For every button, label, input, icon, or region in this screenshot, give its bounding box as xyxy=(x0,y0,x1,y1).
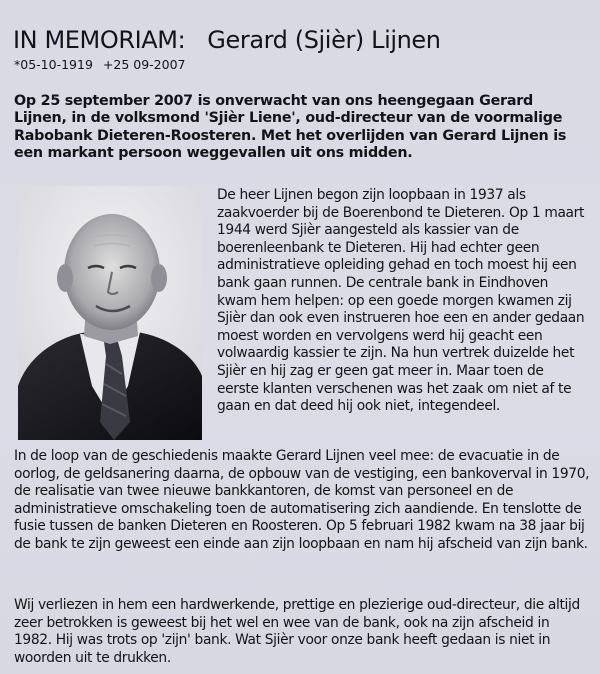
paragraph-text: In de loop van de geschiedenis maakte Gerard Lijnen veel mee: de evacuatie in de oorlog, de geldsanering daarna, de opbouw van de vestiging, een bankoverval in 1970, de realisatie van twee nieuwe bankkantoren, de komst van personeel en de administratieve omschakeling toen de automatisering zich aandiende. En tenslotte de fusie tussen de banken Dieteren en Roosteren. Op 5 februari 1982 kwam na 38 jaar bij de bank te zijn geweest een einde aan zijn loopbaan en nam hij afscheid van zijn bank. xyxy=(14,448,590,552)
paragraph-text: De heer Lijnen begon zijn loopbaan in 1937 als zaakvoerder bij de Boerenbond te Dieteren. Op 1 maart 1944 werd Sjièr aangesteld als kassier van de boerenleenbank te Dieteren. Hij had echter geen administratieve opleiding gehad en toch moest hij een bank gaan runnen. De centrale bank in Eindhoven kwam hem helpen: op een goede morgen kwamen zij Sjièr dan ook even instrueren hoe een en ander gedaan moest worden en vervolgens werd hij geacht een volwaardig kassier te zijn. Na hun vertrek duizelde het Sjièr en hij zag er geen gat meer in. Maar toen de eerste klanten verschenen was het zaak om niet af te gaan en dat deed hij ook niet, integendeel. xyxy=(217,187,585,415)
intro-text: Op 25 september 2007 is onverwacht van ons heengegaan Gerard Lijnen, in de volksmond 'Sjièr Liene', oud-directeur van de voormalige Rabobank Dieteren-Roosteren. Met het overlijden van Gerard Lijnen is een markant persoon weggevallen uit ons midden. xyxy=(14,93,567,162)
paragraph-tribute xyxy=(14,597,590,667)
death-date: +25 09-2007 xyxy=(102,57,186,72)
life-dates xyxy=(14,57,186,72)
portrait-photo xyxy=(18,186,202,440)
article-heading xyxy=(13,26,441,54)
birth-date: *05-10-1919 xyxy=(14,57,93,72)
paragraph-text: Wij verliezen in hem een hardwerkende, prettige en plezierige oud-directeur, die altijd zeer betrokken is geweest bij het wel en wee van de bank, ook na zijn afscheid in 1982. Hij was trots op 'zijn' bank. Wat Sjièr voor onze bank heeft gedaan is niet in woorden uit te drukken. xyxy=(14,597,580,666)
paragraph-history xyxy=(14,448,590,554)
intro-paragraph xyxy=(14,93,589,163)
paragraph-career-start xyxy=(217,187,589,416)
heading-label: IN MEMORIAM: xyxy=(13,26,186,54)
heading-person-name: Gerard (Sjièr) Lijnen xyxy=(207,26,441,54)
portrait-illustration xyxy=(18,186,202,440)
